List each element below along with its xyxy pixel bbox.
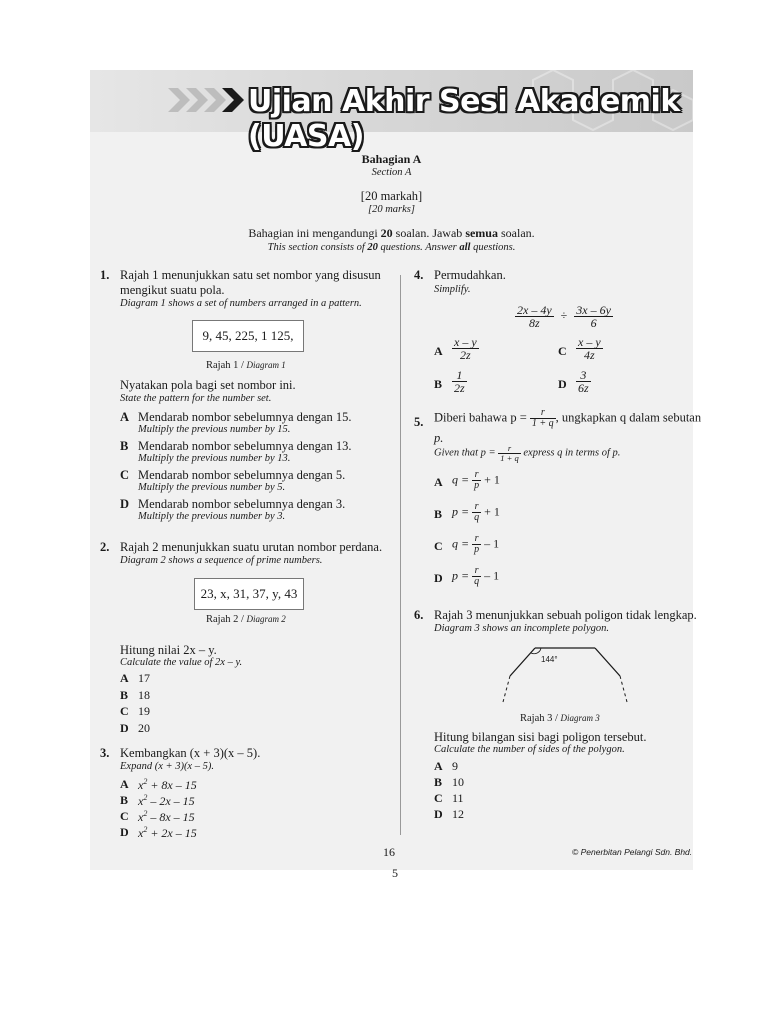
option-letter: D: [120, 720, 129, 735]
number-sequence-box: 9, 45, 225, 1 125,: [192, 320, 304, 352]
page-number-inner: 16: [383, 845, 395, 859]
fraction: [472, 470, 481, 491]
math-expression: [515, 304, 613, 329]
option-text-en: Multiply the previous number by 13.: [138, 453, 291, 464]
option-text-part: + 8x – 15: [147, 778, 197, 792]
diagram-caption: [520, 713, 600, 724]
lhs: q =: [452, 536, 473, 551]
option-letter: D: [434, 807, 443, 821]
lhs: p =: [452, 504, 473, 519]
option-letter: C: [434, 791, 443, 805]
instr-num: 20: [380, 226, 393, 240]
text: Given that p =: [434, 447, 499, 459]
text: express q in terms of p.: [520, 447, 621, 459]
text: Diberi bahawa p =: [434, 410, 530, 425]
numerator: x – y: [578, 335, 601, 349]
numerator: 1: [452, 369, 467, 382]
rhs-tail: + 1: [481, 504, 500, 519]
numerator: r: [530, 408, 556, 419]
option-letter: A: [120, 410, 130, 424]
question-text: [434, 408, 701, 429]
instr-bold: semua: [465, 226, 498, 240]
option-letter: B: [120, 793, 129, 807]
option-text: Mendarab nombor sebelumnya dengan 15.: [138, 410, 352, 424]
diagram-caption: [206, 360, 286, 371]
option-fraction: [576, 336, 603, 361]
denominator: p: [474, 480, 480, 491]
option-letter: C: [434, 539, 443, 553]
option-letter: B: [120, 687, 129, 702]
section-title: Bahagian A: [361, 152, 422, 166]
option-letter: A: [434, 344, 443, 358]
caption-text-en: Diagram 1: [246, 360, 286, 370]
option-letter: A: [120, 671, 129, 685]
question-prompt-en: Calculate the value of 2x – y.: [120, 657, 243, 668]
option-exponent: 2: [143, 825, 148, 834]
option-text: 9: [452, 759, 458, 773]
question-number: 6.: [414, 608, 424, 622]
incomplete-polygon-diagram: [495, 640, 635, 705]
question-text-en: Expand (x + 3)(x – 5).: [120, 761, 214, 772]
option-letter: B: [434, 507, 443, 521]
caption-text: Rajah 3 /: [520, 713, 561, 724]
instr-text: soalan.: [497, 226, 535, 240]
option-letter: D: [120, 497, 130, 511]
question-text: Rajah 3 menunjukkan sebuah poligon tidak lengkap.: [434, 608, 697, 622]
numerator: 3x – 6y: [576, 303, 611, 317]
marks-label: [20 markah]: [360, 189, 423, 203]
column-divider: [400, 275, 401, 835]
option-fraction: [576, 369, 591, 394]
option-letter: B: [120, 439, 129, 453]
instr-text: soalan. Jawab: [392, 226, 466, 240]
numerator: x – y: [454, 335, 477, 349]
option-text: [138, 777, 197, 793]
option-fraction: [452, 336, 479, 361]
polygon-side: [595, 648, 620, 676]
question-number: 4.: [414, 268, 424, 282]
numerator: r: [472, 534, 481, 545]
prime-sequence-box: 23, x, 31, 37, y, 43: [194, 578, 304, 610]
chevrons-icon: [168, 82, 248, 118]
lhs: q =: [452, 472, 473, 487]
option-text-en: Multiply the previous number by 5.: [138, 482, 286, 493]
polygon-side-dashed: [503, 676, 510, 702]
polygon-side-dashed: [620, 676, 627, 702]
text: , ungkapkan q dalam sebutan: [555, 410, 702, 425]
question-text: Rajah 2 menunjukkan suatu urutan nombor perdana.: [120, 540, 383, 554]
option-text-en: Multiply the previous number by 15.: [138, 424, 291, 435]
section-title-en: Section A: [371, 167, 412, 178]
denominator: 2z: [454, 381, 465, 395]
option-text: Mendarab nombor sebelumnya dengan 13.: [138, 439, 352, 453]
denominator: 6z: [578, 381, 589, 395]
option-text-part: x: [138, 778, 144, 792]
instr-num: 20: [367, 242, 378, 253]
option-exponent: 2: [143, 793, 148, 802]
instr-text: This section consists of: [267, 242, 368, 253]
option-text-part: – 2x – 15: [147, 794, 195, 808]
option-text-part: x: [138, 826, 144, 840]
fraction: [530, 408, 556, 429]
option-expression: [452, 470, 500, 491]
rhs-tail: – 1: [481, 568, 500, 583]
fraction: [498, 444, 521, 462]
question-number: 3.: [100, 746, 110, 760]
question-prompt: Hitung bilangan sisi bagi poligon tersebut.: [434, 730, 647, 744]
caption-text-en: Diagram 2: [246, 614, 286, 624]
option-letter: C: [120, 809, 129, 823]
option-text: 10: [452, 775, 464, 789]
denominator: 8z: [528, 316, 540, 330]
numerator: r: [472, 502, 481, 513]
instructions-en: [90, 242, 693, 253]
denominator: 1 + q: [500, 452, 519, 463]
lhs: p =: [452, 568, 473, 583]
option-text: 18: [138, 687, 150, 702]
option-text: 19: [138, 704, 150, 718]
fraction: [515, 304, 554, 329]
question-text-en: Diagram 3 shows an incomplete polygon.: [434, 623, 609, 634]
option-exponent: 2: [143, 809, 148, 818]
option-text: 11: [452, 791, 464, 805]
denominator: 2z: [459, 348, 471, 362]
question-number: 2.: [100, 540, 110, 554]
question-prompt-en: State the pattern for the number set.: [120, 393, 272, 404]
option-exponent: 2: [143, 777, 148, 786]
option-text: 20: [138, 720, 150, 735]
fraction: [472, 566, 481, 587]
option-letter: A: [434, 475, 443, 489]
denominator: q: [474, 512, 480, 523]
fraction: [472, 534, 481, 555]
question-text-en: Simplify.: [434, 284, 471, 295]
question-prompt: Nyatakan pola bagi set nombor ini.: [120, 378, 296, 392]
option-text: 17: [138, 671, 150, 685]
question-number: 5.: [414, 415, 424, 429]
question-prompt: Hitung nilai 2x – y.: [120, 643, 217, 657]
polygon-side: [510, 648, 535, 676]
option-letter: A: [120, 777, 129, 791]
question-text: Kembangkan (x + 3)(x – 5).: [120, 746, 261, 760]
question-text: Rajah 1 menunjukkan satu set nombor yang disusun: [120, 268, 381, 282]
diagram-caption: [206, 614, 286, 625]
page-number: 5: [392, 866, 398, 880]
option-letter: A: [434, 759, 443, 773]
banner-title: Ujian Akhir Sesi Akademik (UASA): [248, 84, 680, 154]
rhs-tail: + 1: [481, 472, 500, 487]
instr-text: questions.: [470, 242, 516, 253]
option-expression: [452, 566, 499, 587]
instr-text: questions. Answer: [377, 242, 460, 253]
denominator: p: [474, 544, 480, 555]
numerator: r: [498, 444, 521, 454]
copyright: © Penerbitan Pelangi Sdn. Bhd.: [572, 847, 693, 857]
numerator: r: [472, 566, 481, 577]
option-letter: C: [120, 704, 129, 718]
instr-text: Bahagian ini mengandungi: [248, 226, 381, 240]
caption-text: Rajah 2 /: [206, 614, 247, 625]
caption-text-en: Diagram 3: [560, 713, 600, 723]
option-text: [138, 825, 197, 841]
question-text: mengikut suatu pola.: [120, 283, 225, 297]
option-text: [138, 809, 195, 825]
option-text-part: x: [138, 794, 144, 808]
question-text: Permudahkan.: [434, 268, 506, 282]
option-text-part: – 8x – 15: [147, 810, 195, 824]
option-fraction: [452, 369, 467, 394]
fraction: [472, 502, 481, 523]
option-letter: C: [120, 468, 130, 482]
rhs-tail: – 1: [481, 536, 500, 551]
option-text: 12: [452, 807, 464, 821]
option-text: [138, 793, 195, 809]
denominator: q: [474, 576, 480, 587]
option-text-en: Multiply the previous number by 3.: [138, 511, 286, 522]
fraction: [574, 304, 613, 329]
option-expression: [452, 502, 500, 523]
marks-label-en: [20 marks]: [368, 204, 415, 215]
denominator: 6: [590, 316, 597, 330]
numerator: 2x – 4y: [517, 303, 552, 317]
option-text-part: + 2x – 15: [147, 826, 197, 840]
option-text-part: x: [138, 810, 144, 824]
denominator: 1 + q: [531, 418, 554, 429]
angle-label: 144°: [541, 655, 558, 664]
option-letter: D: [120, 825, 129, 839]
instructions: [90, 226, 693, 241]
question-text: p.: [434, 431, 444, 445]
question-text-en: Diagram 2 shows a sequence of prime numbers.: [120, 555, 323, 566]
question-text-en: Diagram 1 shows a set of numbers arranged in a pattern.: [120, 298, 362, 309]
numerator: r: [472, 470, 481, 481]
option-expression: [452, 534, 499, 555]
option-letter: B: [434, 775, 443, 789]
option-letter: D: [434, 571, 443, 585]
question-text-en: [434, 444, 620, 462]
divide-operator: ÷: [560, 308, 568, 323]
option-letter: D: [558, 377, 567, 391]
option-text: Mendarab nombor sebelumnya dengan 3.: [138, 497, 346, 511]
caption-text: Rajah 1 /: [206, 360, 247, 371]
denominator: 4z: [583, 348, 595, 362]
question-number: 1.: [100, 268, 110, 282]
option-letter: B: [434, 377, 443, 391]
numerator: 3: [576, 369, 591, 382]
option-letter: C: [558, 344, 567, 358]
question-prompt-en: Calculate the number of sides of the polygon.: [434, 744, 625, 755]
instr-bold: all: [459, 242, 471, 253]
option-text: Mendarab nombor sebelumnya dengan 5.: [138, 468, 346, 482]
